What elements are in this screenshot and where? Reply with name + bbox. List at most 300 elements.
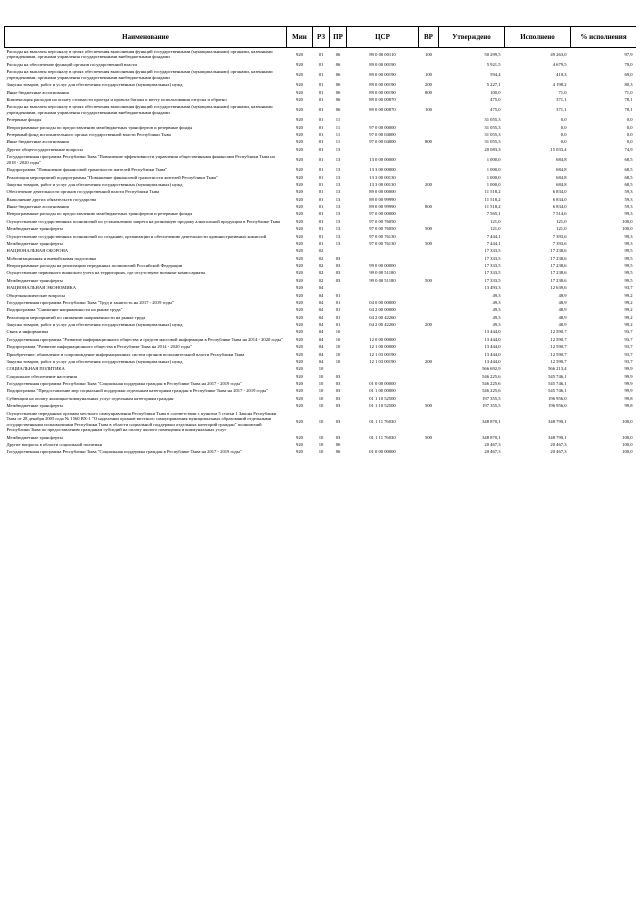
- cell-executed: 6 834,0: [552, 196, 567, 202]
- cell-ministry: 920: [296, 107, 303, 113]
- cell-name: Реализация мероприятий по снижению напряженности на рынке труда: [6, 314, 146, 320]
- cell-ministry: 920: [296, 255, 303, 261]
- cell-name: Расходы на выплаты персоналу в целях обеспечения выполнения функций государственными (муниципальными) органами, казенными учреждениями, органами управления государственными внебюджетными фондами: [6, 48, 273, 60]
- cell-name: Выполнение других обязательств государства: [6, 196, 97, 202]
- cell-section: 01: [318, 61, 324, 67]
- table-header-row: [5, 27, 637, 48]
- cell-section: 04: [318, 314, 324, 320]
- table-row: [5, 116, 637, 123]
- table-row: [5, 81, 637, 88]
- cell-percent: 93,7: [624, 358, 633, 364]
- cell-approved: 197 355,5: [482, 403, 501, 409]
- cell-name: НАЦИОНАЛЬНАЯ ОБОРОНА: [6, 248, 69, 254]
- cell-name: Государственная программа Республики Тыва "Социальная поддержка граждан в Республике Тыва на 2017 - 2019 годы": [6, 381, 242, 387]
- cell-expense-type: [419, 299, 439, 306]
- cell-section: 04: [318, 285, 324, 291]
- cell-subsection: 06: [335, 82, 341, 88]
- cell-section: 01: [318, 82, 324, 88]
- cell-executed: 49 263,0: [550, 51, 567, 57]
- cell-percent: 100,0: [622, 418, 633, 424]
- cell-name: Подпрограмма "Снижение напряженности на рынке труда": [6, 307, 123, 313]
- cell-section: 04: [318, 351, 324, 357]
- cell-executed: 545 746,1: [548, 388, 567, 394]
- cell-ministry: 920: [296, 449, 303, 455]
- cell-section: 01: [318, 211, 324, 217]
- cell-section: 10: [318, 366, 324, 372]
- cell-section: 01: [318, 96, 324, 102]
- table-row: [5, 146, 637, 153]
- cell-executed: 0,0: [560, 117, 567, 123]
- cell-target-article: 89 0 00 00870: [369, 96, 396, 102]
- cell-ministry: 920: [296, 373, 303, 379]
- cell-approved: 348 870,1: [482, 434, 501, 440]
- cell-percent: 93,7: [624, 344, 633, 350]
- cell-ministry: 920: [296, 358, 303, 364]
- cell-ministry: 920: [296, 96, 303, 102]
- cell-executed: 371,1: [556, 107, 567, 113]
- cell-approved: 566 692,9: [482, 366, 501, 372]
- table-row: [5, 211, 637, 218]
- cell-subsection: 13: [335, 189, 341, 195]
- cell-executed: 17 238,6: [550, 270, 567, 276]
- cell-expense-type: 500: [425, 240, 432, 246]
- cell-approved: 31 055,3: [484, 139, 501, 145]
- cell-target-article: [347, 284, 419, 291]
- cell-approved: 31 055,3: [484, 132, 501, 138]
- cell-percent: 99,9: [624, 366, 633, 372]
- cell-expense-type: [419, 116, 439, 123]
- cell-approved: 475,0: [490, 107, 501, 113]
- table-row: [5, 203, 637, 210]
- cell-approved: 5 921,5: [486, 61, 501, 67]
- cell-section: 01: [318, 204, 324, 210]
- cell-approved: 17 333,5: [484, 255, 501, 261]
- cell-percent: 99,3: [624, 211, 633, 217]
- cell-name: Закупка товаров, работ и услуг для обеспечения государственных (муниципальных) нужд: [6, 181, 183, 187]
- cell-approved: 49,3: [492, 314, 501, 320]
- cell-ministry: 920: [296, 156, 303, 162]
- cell-target-article: 97 0 00 76050: [369, 226, 396, 232]
- cell-target-article: [347, 329, 419, 336]
- cell-executed: 48,9: [558, 307, 567, 313]
- cell-ministry: 920: [296, 314, 303, 320]
- cell-executed: 12 590,7: [550, 358, 567, 364]
- cell-percent: 99,9: [624, 381, 633, 387]
- cell-ministry: 920: [296, 226, 303, 232]
- cell-ministry: 920: [296, 366, 303, 372]
- cell-target-article: 89 0 00 99990: [369, 196, 396, 202]
- cell-expense-type: 500: [425, 277, 432, 283]
- table-row: [5, 233, 637, 240]
- cell-ministry: 920: [296, 61, 303, 67]
- cell-approved: 546 225,6: [482, 388, 501, 394]
- cell-expense-type: [419, 174, 439, 181]
- cell-subsection: 10: [335, 344, 341, 350]
- cell-approved: 31 055,3: [484, 117, 501, 123]
- cell-subsection: 13: [335, 181, 341, 187]
- cell-ministry: 920: [296, 351, 303, 357]
- cell-subsection: 13: [335, 204, 341, 210]
- cell-approved: 17 333,5: [484, 263, 501, 269]
- cell-name: Иные бюджетные ассигнования: [6, 139, 69, 145]
- col-header-percent: % исполнения: [571, 27, 637, 48]
- cell-name: Социальное обеспечение населения: [6, 373, 77, 379]
- table-row: [5, 351, 637, 358]
- cell-percent: 99,3: [624, 240, 633, 246]
- cell-approved: 13 444,0: [484, 344, 501, 350]
- cell-target-article: 01 1 11 76030: [369, 418, 396, 424]
- cell-subsection: 13: [335, 233, 341, 239]
- cell-expense-type: [419, 233, 439, 240]
- cell-approved: 20 467,3: [484, 442, 501, 448]
- cell-section: 04: [318, 292, 324, 298]
- cell-subsection: 06: [335, 449, 341, 455]
- cell-percent: 59,3: [624, 189, 633, 195]
- cell-subsection: 06: [335, 96, 341, 102]
- cell-target-article: 04 0 00 00000: [369, 299, 396, 305]
- cell-ministry: 920: [296, 189, 303, 195]
- cell-expense-type: 500: [425, 226, 432, 232]
- table-row: [5, 96, 637, 103]
- cell-approved: 20 083,3: [484, 146, 501, 152]
- table-row: [5, 380, 637, 387]
- table-row: [5, 441, 637, 448]
- table-row: [5, 306, 637, 313]
- cell-percent: 71,0: [624, 89, 633, 95]
- table-row: [5, 365, 637, 372]
- cell-section: 04: [318, 299, 324, 305]
- cell-executed: 12 590,7: [550, 329, 567, 335]
- cell-expense-type: 800: [425, 89, 432, 95]
- cell-target-article: 89 0 00 00190: [369, 61, 396, 67]
- cell-executed: 7 393,6: [552, 240, 567, 246]
- cell-name: Компенсация расходов на оплату стоимости проезда и провоза багажа к месту использования отпуска и обратно: [6, 96, 227, 102]
- cell-executed: 12 639,6: [550, 285, 567, 291]
- table-row: [5, 410, 637, 434]
- table-row: [5, 277, 637, 284]
- cell-ministry: 920: [296, 117, 303, 123]
- cell-section: 04: [318, 307, 324, 313]
- cell-expense-type: [419, 380, 439, 387]
- cell-ministry: 920: [296, 211, 303, 217]
- cell-name: Межбюджетные трансферты: [6, 226, 63, 232]
- cell-approved: 49,3: [492, 322, 501, 328]
- cell-subsection: 03: [335, 373, 341, 379]
- cell-target-article: 89 0 00 00190: [369, 72, 396, 78]
- cell-percent: 59,3: [624, 204, 633, 210]
- cell-executed: 12 590,7: [550, 351, 567, 357]
- cell-target-article: 97 0 00 76130: [369, 233, 396, 239]
- cell-approved: 49,3: [492, 292, 501, 298]
- cell-ministry: 920: [296, 89, 303, 95]
- budget-execution-table: [4, 26, 636, 456]
- cell-executed: 48,9: [558, 299, 567, 305]
- cell-section: 04: [318, 322, 324, 328]
- table-row: [5, 124, 637, 131]
- table-row: [5, 373, 637, 380]
- cell-percent: 59,3: [624, 196, 633, 202]
- table-row: [5, 255, 637, 262]
- table-row: [5, 131, 637, 138]
- cell-subsection: 01: [335, 307, 341, 313]
- cell-section: 04: [318, 329, 324, 335]
- col-header-subsection: ПР: [330, 27, 347, 48]
- cell-name: Связь и информатика: [6, 329, 49, 335]
- cell-subsection: [330, 284, 347, 291]
- cell-section: 02: [318, 270, 324, 276]
- cell-percent: 97,9: [624, 51, 633, 57]
- cell-target-article: 13 3 00 00000: [369, 167, 396, 173]
- cell-executed: 71,0: [558, 89, 567, 95]
- cell-subsection: 03: [335, 263, 341, 269]
- cell-target-article: [347, 441, 419, 448]
- cell-approved: 7 444,1: [486, 233, 501, 239]
- cell-approved: 13 444,0: [484, 336, 501, 342]
- cell-executed: 684,8: [556, 156, 567, 162]
- cell-expense-type: [419, 61, 439, 68]
- table-row: [5, 395, 637, 402]
- cell-expense-type: [419, 410, 439, 434]
- cell-name: Подпрограмма "Предоставление мер социальной поддержки отдельным категориям граждан в Республике Тыва на 2017 - 2019 годы": [6, 388, 268, 394]
- cell-ministry: 920: [296, 181, 303, 187]
- cell-section: 10: [318, 388, 324, 394]
- cell-ministry: 920: [296, 270, 303, 276]
- cell-percent: 93,7: [624, 329, 633, 335]
- cell-target-article: 01 0 00 00000: [369, 449, 396, 455]
- cell-name: Межбюджетные трансферты: [6, 240, 63, 246]
- cell-approved: 546 225,6: [482, 381, 501, 387]
- cell-executed: 17 238,6: [550, 263, 567, 269]
- col-header-ministry: Мин: [287, 27, 313, 48]
- cell-percent: 99,5: [624, 277, 633, 283]
- cell-expense-type: [419, 395, 439, 402]
- cell-subsection: [330, 247, 347, 254]
- cell-target-article: 97 0 00 76130: [369, 240, 396, 246]
- cell-executed: 7 514,6: [552, 211, 567, 217]
- cell-target-article: [347, 292, 419, 299]
- cell-percent: 99,5: [624, 248, 633, 254]
- cell-approved: 13 493,3: [484, 285, 501, 291]
- cell-percent: 80,3: [624, 82, 633, 88]
- cell-expense-type: [419, 343, 439, 350]
- cell-expense-type: [419, 306, 439, 313]
- cell-section: 01: [318, 181, 324, 187]
- cell-approved: 50 299,5: [484, 51, 501, 57]
- cell-executed: 121,0: [556, 226, 567, 232]
- cell-expense-type: [419, 211, 439, 218]
- cell-ministry: 920: [296, 418, 303, 424]
- cell-executed: 348 790,1: [548, 418, 567, 424]
- cell-executed: 348 790,1: [548, 434, 567, 440]
- cell-target-article: 12 1 03 00190: [369, 351, 396, 357]
- cell-name: Реализация мероприятий подпрограммы "Повышение финансовой грамотности жителей Республики Тыва": [6, 174, 218, 180]
- cell-ministry: 920: [296, 285, 303, 291]
- table-row: [5, 89, 637, 96]
- cell-name: Закупка товаров, работ и услуг для обеспечения государственных (муниципальных) нужд: [6, 82, 183, 88]
- cell-target-article: [347, 373, 419, 380]
- cell-percent: 79,0: [624, 61, 633, 67]
- cell-ministry: 920: [296, 146, 303, 152]
- cell-percent: 99,5: [624, 255, 633, 261]
- cell-subsection: 06: [335, 72, 341, 78]
- cell-section: 01: [318, 139, 324, 145]
- cell-ministry: 920: [296, 82, 303, 88]
- cell-subsection: 03: [335, 255, 341, 261]
- cell-approved: 11 518,2: [484, 196, 501, 202]
- cell-expense-type: [419, 124, 439, 131]
- cell-subsection: 03: [335, 270, 341, 276]
- cell-expense-type: [419, 351, 439, 358]
- cell-target-article: 01 1 10 52500: [369, 403, 396, 409]
- cell-executed: 48,9: [558, 322, 567, 328]
- cell-target-article: [347, 116, 419, 123]
- cell-name: Резервные фонды: [6, 117, 42, 123]
- table-row: [5, 434, 637, 441]
- cell-target-article: [347, 255, 419, 262]
- table-row: [5, 240, 637, 247]
- cell-ministry: 920: [296, 248, 303, 254]
- table-row: [5, 139, 637, 146]
- cell-subsection: 13: [335, 240, 341, 246]
- table-row: [5, 284, 637, 291]
- cell-ministry: 920: [296, 322, 303, 328]
- cell-ministry: 920: [296, 277, 303, 283]
- cell-section: 02: [318, 248, 324, 254]
- table-row: [5, 247, 637, 254]
- cell-expense-type: [419, 146, 439, 153]
- cell-expense-type: 500: [425, 434, 432, 440]
- cell-percent: 99,2: [624, 299, 633, 305]
- cell-subsection: 13: [335, 174, 341, 180]
- cell-subsection: 10: [335, 351, 341, 357]
- cell-section: 02: [318, 263, 324, 269]
- cell-name: Государственная программа Республики Тыва "Социальная поддержка граждан в Республике Тыва на 2017 - 2019 годы": [6, 449, 242, 455]
- cell-executed: 6 834,0: [552, 204, 567, 210]
- cell-target-article: 01 1 10 52500: [369, 395, 396, 401]
- table-row: [5, 336, 637, 343]
- cell-approved: 1 000,0: [486, 181, 501, 187]
- cell-ministry: 920: [296, 132, 303, 138]
- cell-approved: 49,3: [492, 299, 501, 305]
- cell-executed: 545 746,1: [548, 373, 567, 379]
- cell-subsection: 10: [335, 336, 341, 342]
- cell-section: 01: [318, 233, 324, 239]
- cell-approved: 475,0: [490, 96, 501, 102]
- cell-target-article: 12 1 03 00190: [369, 358, 396, 364]
- table-row: [5, 402, 637, 409]
- cell-section: 10: [318, 403, 324, 409]
- cell-name: Общеэкономические вопросы: [6, 292, 66, 298]
- cell-name: Расходы на обеспечение функций органов государственной власти: [6, 61, 137, 67]
- cell-ministry: 920: [296, 167, 303, 173]
- col-header-section: РЗ: [313, 27, 330, 48]
- col-header-executed: Исполнено: [505, 27, 571, 48]
- cell-percent: 74,9: [624, 146, 633, 152]
- cell-percent: 68,5: [624, 156, 633, 162]
- cell-target-article: 89 0 00 00190: [369, 82, 396, 88]
- cell-name: Закупка товаров, работ и услуг для обеспечения государственных (муниципальных) нужд: [6, 322, 183, 328]
- cell-section: 01: [318, 174, 324, 180]
- cell-section: 01: [318, 89, 324, 95]
- cell-percent: 93,7: [624, 336, 633, 342]
- cell-subsection: 06: [335, 107, 341, 113]
- cell-subsection: 03: [335, 434, 341, 440]
- cell-section: 02: [318, 255, 324, 261]
- cell-name: СОЦИАЛЬНАЯ ПОЛИТИКА: [6, 366, 65, 372]
- cell-executed: 48,9: [558, 314, 567, 320]
- cell-target-article: 97 0 00 00000: [369, 211, 396, 217]
- cell-percent: 0,0: [626, 139, 633, 145]
- cell-approved: 348 870,1: [482, 418, 501, 424]
- cell-subsection: 01: [335, 299, 341, 305]
- cell-target-article: 04 2 00 42260: [369, 322, 396, 328]
- cell-expense-type: 200: [425, 82, 432, 88]
- cell-expense-type: 100: [425, 51, 432, 57]
- cell-percent: 100,0: [622, 449, 633, 455]
- cell-name: Подпрограмма "Развитие информационного общества в Республике Тыва на 2014 - 2020 годы": [6, 344, 192, 350]
- cell-name: Субвенции на оплату жилищно-коммунальных услуг отдельным категориям граждан: [6, 395, 174, 401]
- cell-percent: 100,0: [622, 434, 633, 440]
- cell-subsection: 03: [335, 381, 341, 387]
- cell-section: 01: [318, 196, 324, 202]
- cell-expense-type: [419, 365, 439, 372]
- cell-section: 10: [318, 373, 324, 379]
- cell-target-article: 99 0 00 00000: [369, 263, 396, 269]
- col-header-target-article: ЦСР: [347, 27, 419, 48]
- cell-target-article: 89 0 00 00110: [369, 51, 396, 57]
- cell-ministry: 920: [296, 442, 303, 448]
- cell-name: Межбюджетные трансферты: [6, 403, 63, 409]
- cell-subsection: 13: [335, 196, 341, 202]
- cell-name: Закупка товаров, работ и услуг для обеспечения государственных (муниципальных) нужд: [6, 358, 183, 364]
- cell-name: Межбюджетные трансферты: [6, 277, 63, 283]
- cell-subsection: 13: [335, 167, 341, 173]
- cell-expense-type: [419, 247, 439, 254]
- cell-approved: 31 055,3: [484, 124, 501, 130]
- cell-subsection: 06: [335, 89, 341, 95]
- cell-percent: 68,5: [624, 174, 633, 180]
- cell-name: Мобилизационная и вневойсковая подготовка: [6, 255, 97, 261]
- cell-executed: 684,8: [556, 174, 567, 180]
- col-header-name: Наименование: [5, 27, 287, 48]
- cell-approved: 121,0: [490, 218, 501, 224]
- cell-name: Приобретение, обновление и сопровождение информационных систем органов исполнительной власти Республики Тыва: [6, 351, 245, 357]
- table-row: [5, 68, 637, 81]
- cell-subsection: 13: [335, 146, 341, 152]
- cell-name: Непрограммные расходы по предоставлению межбюджетных трансфертов и резервные фонды: [6, 124, 193, 130]
- cell-approved: 197 355,5: [482, 395, 501, 401]
- cell-percent: 99,2: [624, 292, 633, 298]
- cell-section: 01: [318, 218, 324, 224]
- cell-ministry: 920: [296, 329, 303, 335]
- cell-expense-type: [419, 388, 439, 395]
- table-row: [5, 196, 637, 203]
- cell-ministry: 920: [296, 307, 303, 313]
- cell-name: Межбюджетные трансферты: [6, 434, 63, 440]
- cell-section: 04: [318, 344, 324, 350]
- cell-percent: 93,7: [624, 285, 633, 291]
- cell-target-article: 89 0 00 00000: [369, 189, 396, 195]
- cell-target-article: [347, 365, 419, 372]
- table-row: [5, 225, 637, 232]
- cell-executed: 12 590,7: [550, 336, 567, 342]
- cell-subsection: 03: [335, 403, 341, 409]
- cell-target-article: 97 0 00 04000: [369, 139, 396, 145]
- cell-subsection: 11: [335, 139, 341, 145]
- cell-target-article: 13 3 00 00130: [369, 181, 396, 187]
- table-row: [5, 166, 637, 173]
- cell-expense-type: [419, 188, 439, 195]
